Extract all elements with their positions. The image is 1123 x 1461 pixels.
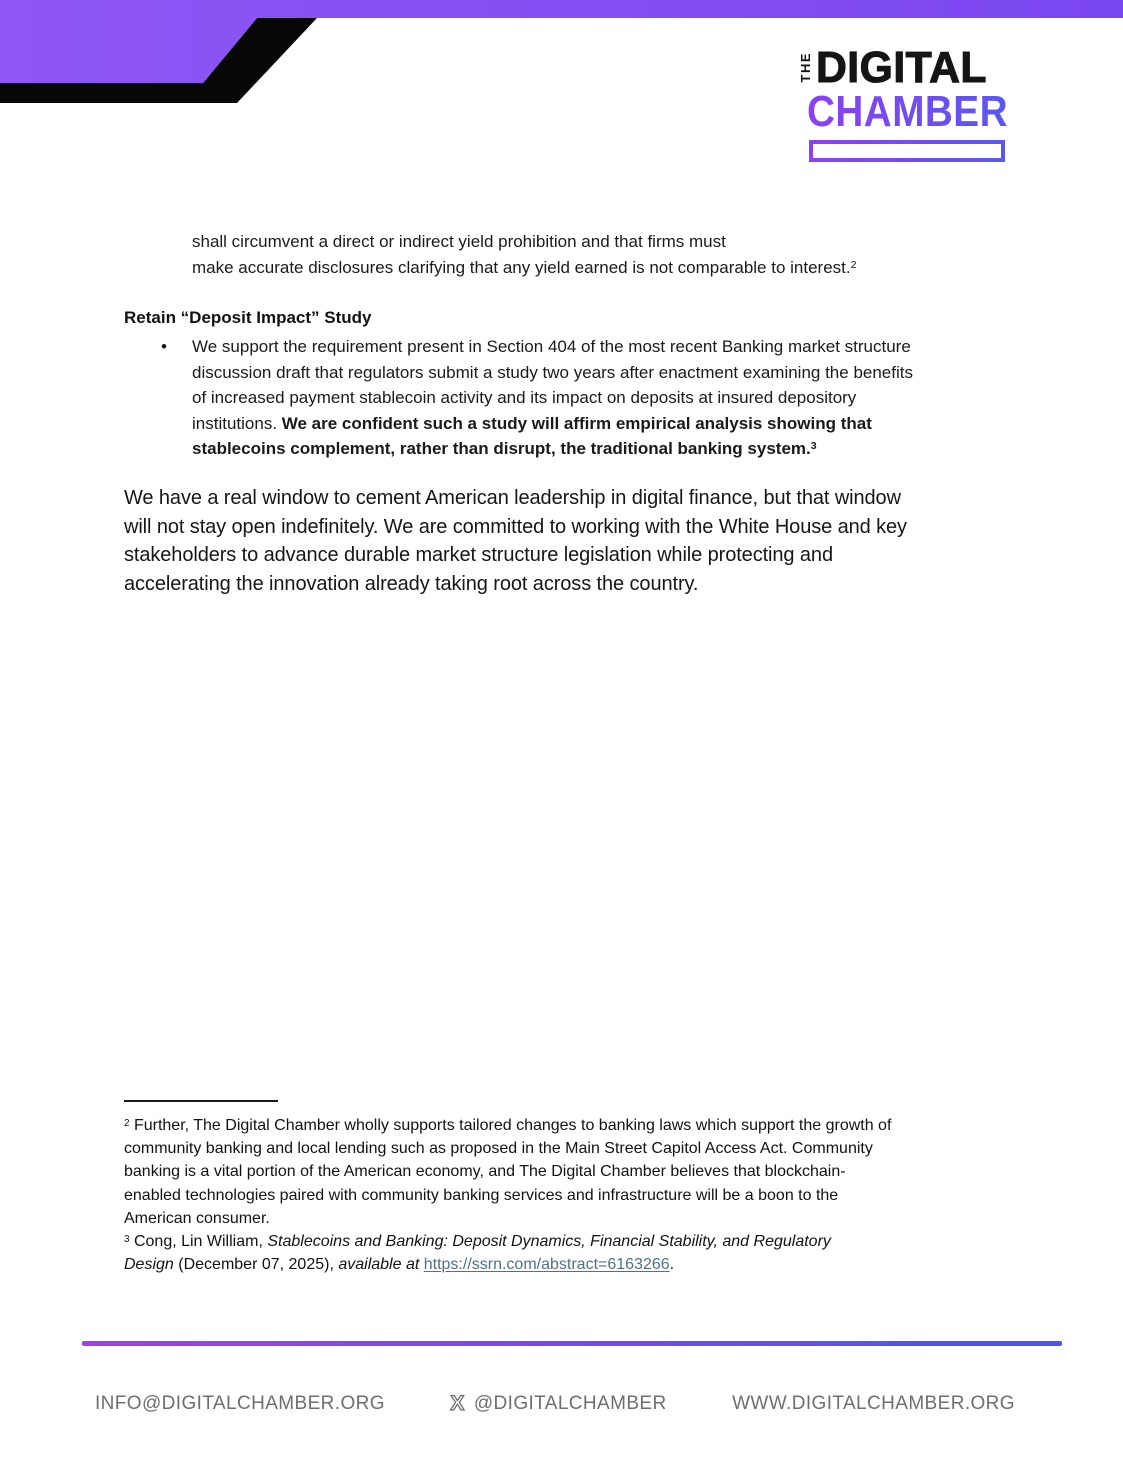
- text-line: [192, 411, 913, 437]
- footnote-3: [124, 1230, 891, 1276]
- text-segment: shall circumvent a direct or indirect yield prohibition and that firms must: [192, 232, 726, 251]
- text-segment: community banking and local lending such as proposed in the Main Street Capitol Access Act. Community: [124, 1140, 873, 1158]
- text-segment: 3: [810, 440, 817, 453]
- text-segment: discussion draft that regulators submit a study two years after enactment examining the benefits: [192, 362, 913, 382]
- text-segment: make accurate disclosures clarifying that any yield earned is not comparable to interest.: [192, 257, 851, 277]
- logo-chamber-label: CHAMBER: [807, 87, 1008, 137]
- text-segment: We are confident such a study will affirm empirical analysis showing that: [281, 413, 872, 433]
- intro-paragraph: [192, 229, 856, 280]
- footer-email: INFO@DIGITALCHAMBER.ORG: [95, 1393, 385, 1414]
- text-segment: banking is a vital portion of the American economy, and The Digital Chamber believes that blockchain-: [124, 1163, 846, 1181]
- footer-x-handle-group: [450, 1392, 666, 1416]
- logo-underline-box: [809, 140, 1005, 162]
- bullet-marker: •: [161, 337, 167, 356]
- text-segment: .: [669, 1256, 675, 1274]
- footnotes: [124, 1114, 891, 1276]
- text-segment: available at: [338, 1256, 424, 1274]
- bullet-item: [192, 334, 913, 462]
- text-segment: stablecoins complement, rather than disrupt, the traditional banking system.: [192, 439, 811, 458]
- x-logo-icon: X: [450, 1392, 465, 1415]
- text-line: [192, 385, 913, 411]
- logo-top-row: [798, 43, 1035, 92]
- text-segment: institutions.: [192, 413, 282, 433]
- footer-website: WWW.DIGITALCHAMBER.ORG: [732, 1393, 1015, 1414]
- ssrn-link[interactable]: https://ssrn.com/abstract=6163266: [423, 1256, 670, 1274]
- text-segment: (December 07, 2025),: [173, 1256, 339, 1274]
- text-line: [124, 513, 907, 542]
- text-line: [124, 541, 907, 570]
- text-line: [124, 1230, 891, 1253]
- text-segment: enabled technologies paired with community banking services and infrastructure will be a boon to the: [124, 1186, 839, 1204]
- text-segment: 3: [124, 1233, 130, 1245]
- text-line: [192, 334, 913, 360]
- text-segment: We support the requirement present in Section 404 of the most recent Banking market structure: [192, 337, 911, 356]
- text-line: [124, 1160, 891, 1183]
- section-heading: Retain “Deposit Impact” Study: [124, 308, 372, 327]
- text-segment: stakeholders to advance durable market structure legislation while protecting and: [124, 544, 833, 567]
- text-line: [192, 436, 913, 462]
- logo-the-label: THE: [798, 51, 813, 83]
- text-line: [124, 1253, 891, 1276]
- digital-chamber-logo: [798, 43, 1035, 162]
- text-line: [124, 1184, 891, 1207]
- text-line: [192, 360, 913, 386]
- text-segment: We have a real window to cement American leadership in digital finance, but that window: [124, 487, 901, 509]
- text-line: [124, 570, 907, 599]
- text-line: [192, 255, 856, 281]
- closing-paragraph: [124, 484, 907, 598]
- text-segment: American consumer.: [124, 1209, 270, 1227]
- footer-x-handle: @DIGITALCHAMBER: [473, 1393, 667, 1414]
- text-segment: Stablecoins and Banking: Deposit Dynamics, Financial Stability, and Regulatory: [267, 1233, 831, 1251]
- text-segment: will not stay open indefinitely. We are committed to working with the White House and key: [124, 515, 907, 538]
- text-line: [124, 1207, 891, 1230]
- text-segment: 2: [124, 1117, 130, 1129]
- text-segment: 2: [850, 258, 857, 271]
- text-line: [124, 1114, 891, 1137]
- text-line: [124, 1137, 891, 1160]
- text-segment: accelerating the innovation already taking root across the country.: [124, 572, 699, 595]
- text-line: [124, 484, 907, 513]
- footer-rule: [82, 1341, 1062, 1346]
- text-segment: Cong, Lin William,: [129, 1233, 268, 1251]
- logo-digital-label: DIGITAL: [816, 43, 987, 92]
- footer: [95, 1392, 1015, 1416]
- footnote-2: [124, 1114, 891, 1230]
- footnote-separator: [124, 1100, 278, 1102]
- text-segment: Further, The Digital Chamber wholly supports tailored changes to banking laws which support the growth of: [129, 1117, 892, 1134]
- text-line: [192, 229, 856, 255]
- text-segment: Design: [124, 1256, 174, 1274]
- text-segment: of increased payment stablecoin activity and its impact on deposits at insured depository: [192, 388, 857, 407]
